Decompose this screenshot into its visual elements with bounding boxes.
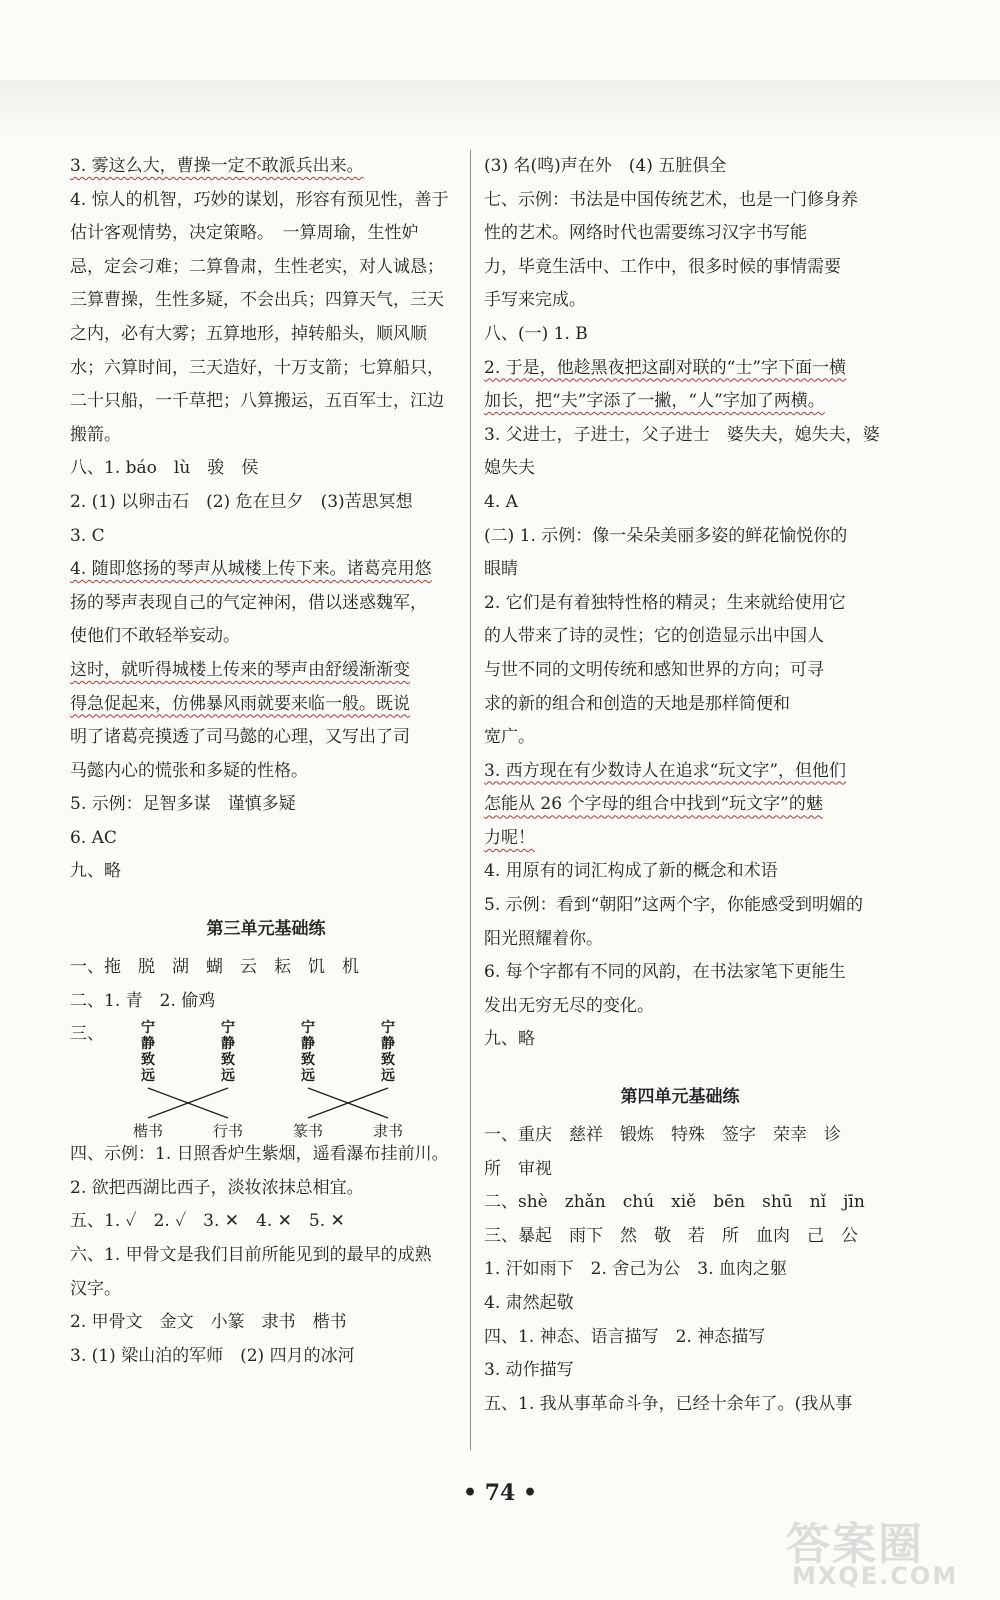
calligraphy-char: 远: [221, 1068, 235, 1085]
answer-line: 八、1. báo lù 骏 侯: [70, 458, 259, 479]
answer-line: 6. AC: [70, 827, 117, 848]
calligraphy-char: 远: [381, 1068, 395, 1085]
answer-line: 2. 于是，他趁黑夜把这副对联的“士”字下面一横: [484, 357, 847, 378]
answer-line: 加长，把“夫”字添了一撇，“人”字加了两横。: [484, 391, 825, 412]
answer-line: 发出无穷无尽的变化。: [484, 995, 654, 1016]
site-watermark: [780, 1500, 980, 1595]
answer-line: 媳失夫: [484, 458, 535, 479]
calligraphy-char: 远: [141, 1068, 155, 1085]
calligraphy-char: 静: [141, 1036, 155, 1053]
answer-line: 与世不同的文明传统和感知世界的方向；可寻: [484, 659, 824, 680]
answer-line: 5. 示例：看到“朝阳”这两个字，你能感受到明媚的: [484, 895, 864, 916]
script-style-label: 隶书: [372, 1122, 404, 1139]
script-style-label: 楷书: [132, 1122, 164, 1139]
answer-line: 力呢！: [484, 827, 535, 848]
script-style-label: 篆书: [292, 1122, 324, 1139]
answer-line: 八、(一) 1. B: [484, 323, 588, 344]
answer-line: 二、1. 青 2. 偷鸡: [70, 990, 216, 1011]
watermark-url: MXQE.COM: [792, 1562, 959, 1590]
answer-line: 九、略: [484, 1029, 535, 1050]
answer-line: 六、1. 甲骨文是我们目前所能见到的最早的成熟: [70, 1245, 432, 1266]
answer-line: 五、1. ✓ 2. ✓ 3. ✕ 4. ✕ 5. ✕: [70, 1211, 345, 1232]
answer-line: 汉字。: [70, 1278, 121, 1299]
calligraphy-char: 静: [301, 1036, 315, 1053]
calligraphy-char: 致: [301, 1052, 315, 1069]
left-column: [70, 150, 462, 1373]
answer-line: 5. 示例：足智多谋 谨慎多疑: [70, 794, 296, 815]
answer-line: 3. 雾这么大，曹操一定不敢派兵出来。: [70, 156, 364, 176]
answer-line: 4. 用原有的词汇构成了新的概念和术语: [484, 861, 778, 882]
answer-line: 三算曹操，生性多疑，不会出兵；四算天气，三天: [70, 290, 444, 311]
answer-line: 这时，就听得城楼上传来的琴声由舒缓渐渐变: [70, 659, 410, 680]
answer-line: 手写来完成。: [484, 290, 586, 311]
answer-line: 6. 每个字都有不同的风韵，在书法家笔下更能生: [484, 962, 846, 983]
answer-line: 3. C: [70, 525, 105, 546]
answer-line: 明了诸葛亮摸透了司马懿的心理，又写出了司: [70, 727, 410, 748]
answer-line: 2. (1) 以卵击石 (2) 危在旦夕 (3)苦思冥想: [70, 491, 413, 512]
answer-line: 之内，必有大雾；五算地形，掉转船头，顺风顺: [70, 323, 427, 344]
answer-line: 2. 甲骨文 金文 小篆 隶书 楷书: [70, 1312, 347, 1333]
section-label: 三、: [70, 1024, 104, 1045]
answer-line: 三、暴起 雨下 然 敬 若 所 血肉 己 公: [484, 1225, 858, 1246]
calligraphy-char: 静: [221, 1036, 235, 1053]
watermark-logo: 答案圈: [786, 1519, 924, 1570]
answer-line: 搬箭。: [70, 424, 121, 445]
answer-line: 3. (1) 梁山泊的军师 (2) 四月的冰河: [70, 1345, 355, 1366]
calligraphy-char: 远: [301, 1068, 315, 1085]
answer-line: 马懿内心的慌张和多疑的性格。: [70, 760, 308, 781]
answer-line: 性的艺术。网络时代也需要练习汉字书写能: [484, 223, 807, 244]
calligraphy-char: 宁: [221, 1020, 235, 1037]
answer-line: 一、拖 脱 湖 蝴 云 耘 饥 机: [70, 957, 359, 978]
right-column: [484, 150, 880, 1421]
scan-shadow: [0, 80, 1000, 140]
answer-line: 使他们不敢轻举妄动。: [70, 626, 240, 647]
answer-line: 阳光照耀着你。: [484, 928, 603, 949]
answer-line: 扬的琴声表现自己的气定神闲，借以迷惑魏军，: [70, 592, 427, 613]
answer-line: 宽广。: [484, 727, 535, 748]
answer-line: 3. 父进士，子进士，父子进士 婆失夫，媳失夫，婆: [484, 424, 880, 445]
calligraphy-diagram: [118, 1018, 458, 1138]
answer-line: 九、略: [70, 861, 121, 882]
calligraphy-char: 静: [381, 1036, 395, 1053]
answer-line: 4. 惊人的机智，巧妙的谋划，形容有预见性，善于: [70, 189, 449, 210]
answer-line: 估计客观情势，决定策略。 一算周瑜，生性妒: [70, 223, 419, 244]
answer-line: 二、shè zhǎn chú xiě bēn shū nǐ jīn: [484, 1192, 865, 1213]
answer-line: 五、1. 我从事革命斗争，已经十余年了。(我从事: [484, 1393, 853, 1414]
calligraphy-char: 致: [141, 1052, 155, 1069]
answer-line: (二) 1. 示例：像一朵朵美丽多姿的鲜花愉悦你的: [484, 525, 848, 546]
section-heading: 第四单元基础练: [620, 1087, 740, 1108]
answer-line: 的人带来了诗的灵性；它的创造显示出中国人: [484, 626, 824, 647]
answer-line: 七、示例：书法是中国传统艺术，也是一门修身养: [484, 189, 858, 210]
answer-line: 4. 随即悠扬的琴声从城楼上传下来。诸葛亮用悠: [70, 559, 432, 580]
answer-line: 二十只船，一千草把；八算搬运，五百军士，江边: [70, 391, 444, 412]
answer-line: 忌，定会刁难；二算鲁肃，生性老实，对人诚恳；: [70, 256, 444, 277]
calligraphy-char: 宁: [141, 1020, 155, 1037]
section-heading: 第三单元基础练: [206, 919, 326, 940]
answer-line: 一、重庆 慈祥 锻炼 特殊 签字 荣幸 诊: [484, 1125, 841, 1146]
script-style-label: 行书: [212, 1122, 244, 1139]
answer-line: 3. 西方现在有少数诗人在追求“玩文字”，但他们: [484, 760, 847, 781]
answer-line: 所 审视: [484, 1158, 552, 1179]
calligraphy-char: 宁: [381, 1020, 395, 1037]
answer-line: 怎能从 26 个字母的组合中找到“玩文字”的魅: [484, 794, 823, 815]
answer-line: 2. 它们是有着独特性格的精灵；生来就给使用它: [484, 592, 846, 613]
answer-line: 四、1. 神态、语言描写 2. 神态描写: [484, 1326, 766, 1347]
calligraphy-matching: [70, 1018, 462, 1138]
answer-line: 4. A: [484, 491, 518, 512]
answer-line: 3. 动作描写: [484, 1360, 574, 1381]
answer-line: 眼睛: [484, 559, 518, 580]
answer-line: 4. 肃然起敬: [484, 1293, 574, 1313]
answer-line: 2. 欲把西湖比西子，淡妆浓抹总相宜。: [70, 1177, 364, 1198]
page-number: • 74 •: [462, 1480, 538, 1506]
calligraphy-char: 致: [221, 1052, 235, 1069]
answer-line: 1. 汗如雨下 2. 舍己为公 3. 血肉之躯: [484, 1259, 787, 1280]
answer-line: 得急促起来，仿佛暴风雨就要来临一般。既说: [70, 693, 410, 714]
answer-line: 四、示例：1. 日照香炉生紫烟，遥看瀑布挂前川。: [70, 1144, 449, 1165]
answer-line: (3) 名(鸣)声在外 (4) 五脏俱全: [484, 156, 727, 176]
column-divider: [470, 150, 471, 1450]
calligraphy-char: 宁: [301, 1020, 315, 1037]
answer-line: 水；六算时间，三天造好，十万支箭；七算船只，: [70, 357, 444, 378]
answer-line: 求的新的组合和创造的天地是那样简便和: [484, 693, 790, 714]
answer-line: 力，毕竟生活中、工作中，很多时候的事情需要: [484, 256, 841, 277]
calligraphy-char: 致: [381, 1052, 395, 1069]
